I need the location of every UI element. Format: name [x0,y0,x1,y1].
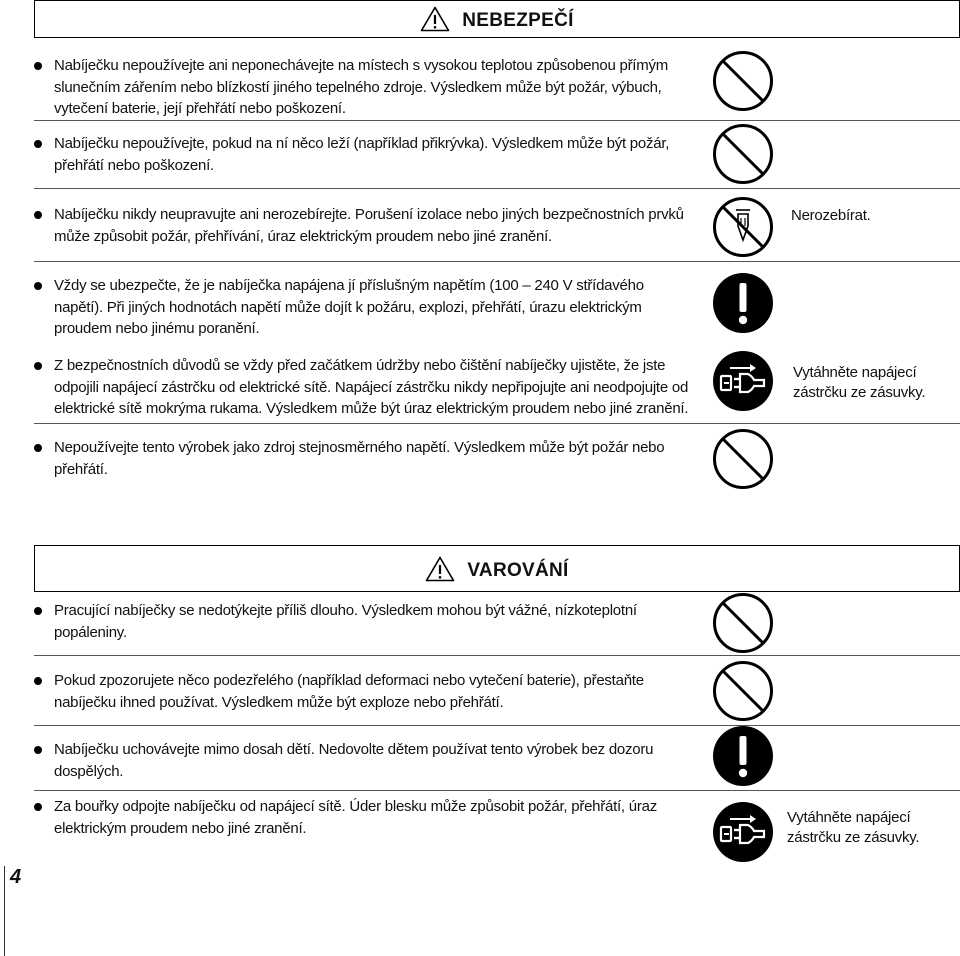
separator [34,188,960,189]
danger-item [34,355,696,420]
bullet [34,62,42,70]
unplug-note: Vytáhněte napájecí zástrčku ze zásuvky. [793,364,926,401]
separator [34,120,960,121]
danger-title: NEBEZPEČÍ [462,10,574,31]
warning-item [34,739,710,782]
bullet [34,746,42,754]
no-disassembly-icon [712,196,774,258]
danger-item-text: Z bezpečnostních důvodů se vždy před začátkem údržby nebo čištění nabíječky ujistěte, že jste odpojili napájecí zástrčku od elektrické sítě. Napájecí zástrčku nikdy nepřipojujte ani neodpojujte od elektrické sítě mokrýma rukama. Výsledkem může být úraz elektrickým proudem nebo jiné zranění. [54,357,689,417]
danger-item [34,204,704,247]
page-number: 4 [10,866,22,888]
separator [34,423,960,424]
separator [34,655,960,656]
danger-item [34,133,694,176]
warning-item-text: Pracující nabíječky se nedotýkejte příliš dlouho. Výsledkem mohou být vážné, nízkoteplotní popáleniny. [54,602,637,641]
warning-item-text: Pokud zpozorujete něco podezřelého (například deformaci nebo vytečení baterie), přestaňte nabíječku ihned používat. Výsledkem může být exploze nebo přehřátí. [54,672,644,711]
bullet [34,282,42,290]
unplug-note: Vytáhněte napájecí zástrčku ze zásuvky. [787,809,920,846]
bullet [34,607,42,615]
danger-item-text: Vždy se ubezpečte, že je nabíječka napájena jí příslušným napětím (100 – 240 V střídavého napětí). Při jiných hodnotách napětí může dojít k požáru, explozi, přehřátí, úrazu elektrickým proudem nebo jinému poranění. [54,277,644,337]
bullet [34,211,42,219]
danger-item [34,275,686,340]
warning-item [34,796,694,839]
prohibition-icon [712,428,774,490]
prohibition-icon [712,592,774,654]
page-margin-line [4,866,5,956]
prohibition-icon [712,50,774,112]
bullet [34,362,42,370]
warning-item-text: Nabíječku uchovávejte mimo dosah dětí. Nedovolte dětem používat tento výrobek bez dozoru dospělých. [54,741,654,780]
danger-item [34,437,710,480]
warning-item [34,670,694,713]
danger-header [34,0,960,38]
bullet [34,803,42,811]
bullet [34,677,42,685]
prohibition-icon [712,660,774,722]
unplug-icon [712,350,774,412]
separator [34,261,960,262]
danger-item-text: Nabíječku nepoužívejte, pokud na ní něco leží (například přikrývka). Výsledkem může být požár, přehřátí nebo poškození. [54,135,670,174]
separator [34,725,960,726]
unplug-icon [712,801,774,863]
warning-triangle-icon [425,556,455,582]
separator [34,790,960,791]
prohibition-icon [712,123,774,185]
bullet [34,140,42,148]
bullet [34,444,42,452]
mandatory-icon [712,272,774,334]
warning-item-text: Za bouřky odpojte nabíječku od napájecí sítě. Úder blesku může způsobit požár, přehřátí, úraz elektrickým proudem nebo jiné zranění. [54,798,657,837]
no-disassembly-note: Nerozebírat. [791,207,871,224]
danger-item-text: Nepoužívejte tento výrobek jako zdroj stejnosměrného napětí. Výsledkem může být požár nebo přehřátí. [54,439,665,478]
warning-triangle-icon [420,6,450,32]
warning-header [34,545,960,592]
danger-item-text: Nabíječku nikdy neupravujte ani nerozebírejte. Porušení izolace nebo jiných bezpečnostních prvků může způsobit požár, přehřívání, úraz elektrickým proudem nebo jiné zranění. [54,206,684,245]
warning-item [34,600,710,643]
danger-item-text: Nabíječku nepoužívejte ani neponechávejte na místech s vysokou teplotou způsobenou přímým slunečním zářením nebo blízkostí jiného tepelného zdroje. Výsledkem může být požár, výbuch, vytečení baterie, její přehřátí nebo poškození. [54,57,668,117]
mandatory-icon [712,725,774,787]
warning-title: VAROVÁNÍ [467,559,569,581]
danger-item [34,55,694,120]
